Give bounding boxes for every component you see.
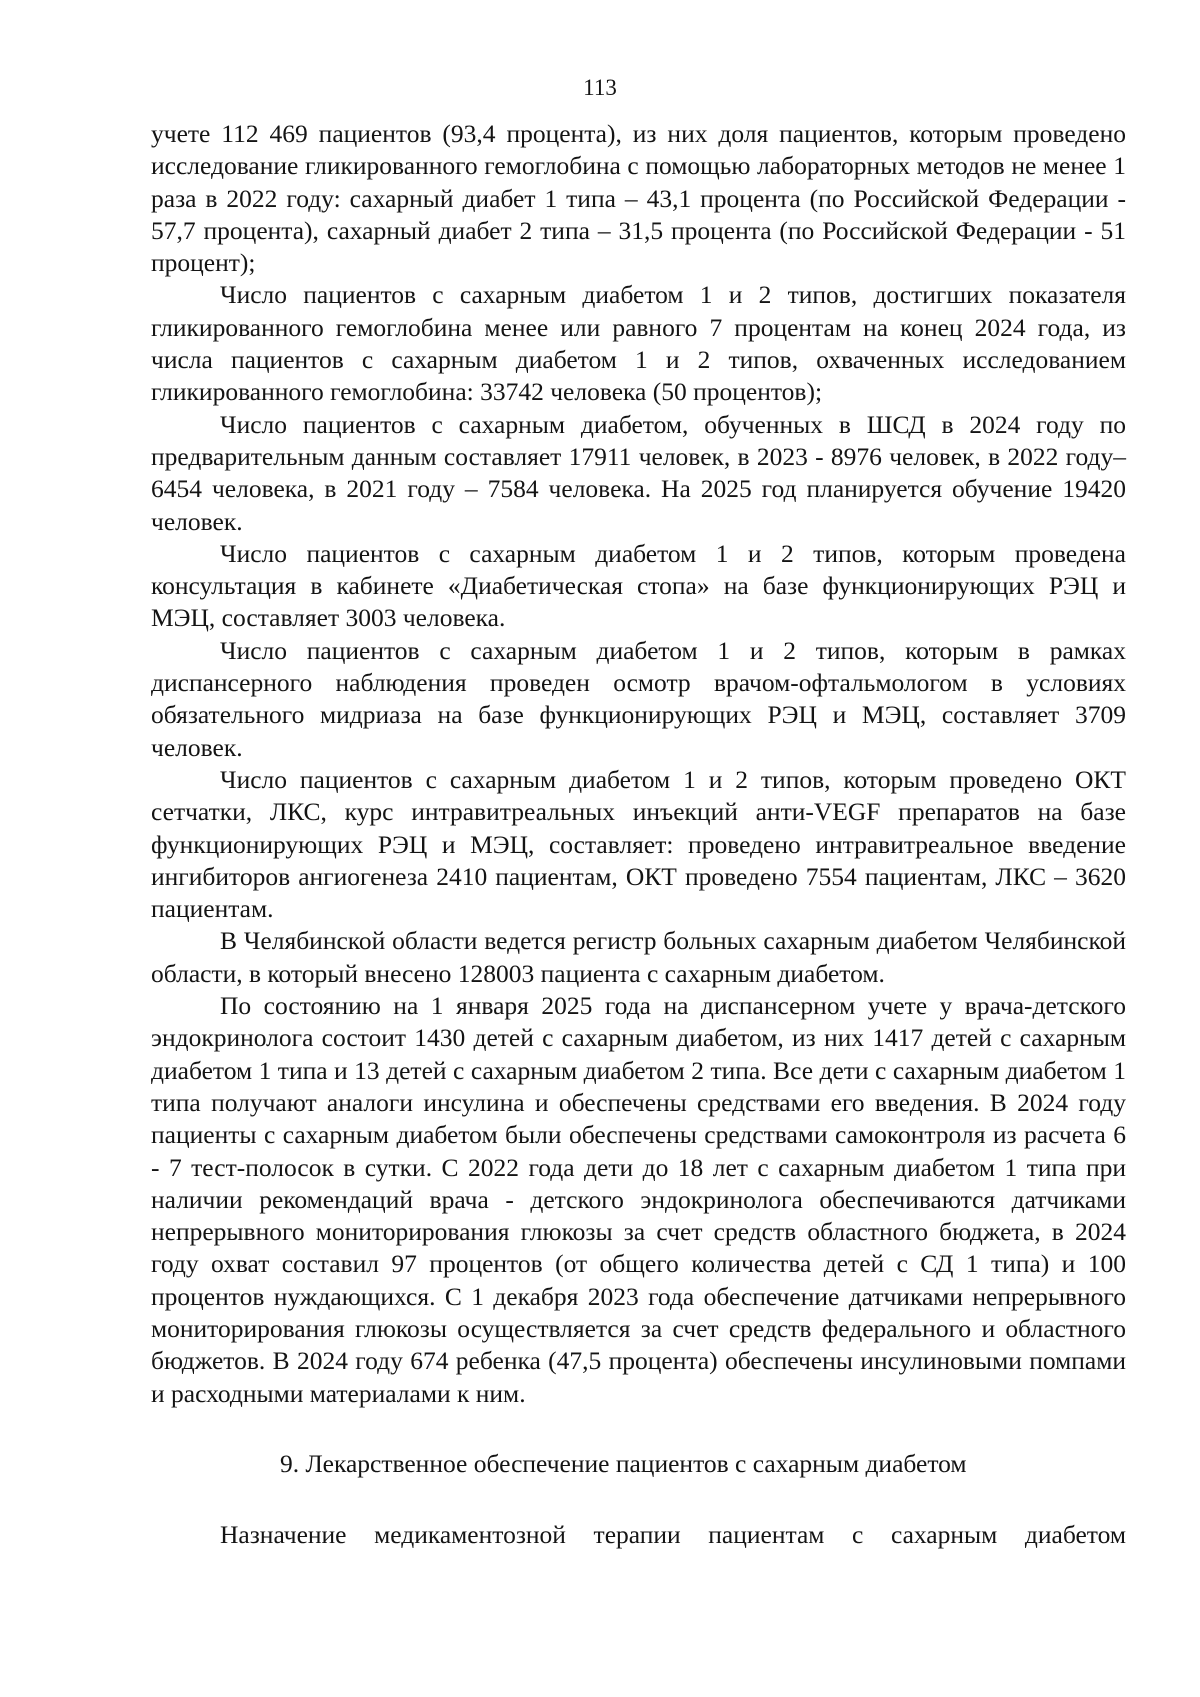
paragraph-section-start: Назначение медикаментозной терапии пациентам с сахарным диабетом — [220, 1520, 1126, 1550]
page-number: 113 — [583, 75, 617, 100]
paragraph-diabetes-school: Число пациентов с сахарным диабетом, обученных в ШСД в 2024 году по предварительным данным составляет 17911 человек, в 2023 - 8976 человек, в 2022 году– 6454 человека, в 2021 году – 7584 человека. На 2025 год планируется обучение 19420 человек. — [151, 409, 1126, 536]
paragraph-registry: В Челябинской области ведется регистр больных сахарным диабетом Челябинской области, в который внесено 128003 пациента с сахарным диабетом. — [151, 926, 1126, 988]
paragraph-ophthalmologist: Число пациентов с сахарным диабетом 1 и 2 типов, которым в рамках диспансерного наблюдения проведен осмотр врачом-офтальмологом в условиях обязательного мидриаза на базе функционирующих РЭЦ и МЭЦ, составляет 3709 человек. — [151, 635, 1126, 762]
document-body — [151, 118, 1126, 1551]
section-heading: 9. Лекарственное обеспечение пациентов с сахарным диабетом — [280, 1448, 967, 1478]
paragraph-oct-treatment: Число пациентов с сахарным диабетом 1 и 2 типов, которым проведено ОКТ сетчатки, ЛКС, курс интравитреальных инъекций анти-VEGF препаратов на базе функционирующих РЭЦ и МЭЦ, составляет: проведено интравитреальное введение ингибиторов ангиогенеза 2410 пациентам, ОКТ проведено 7554 пациентам, ЛКС – 3620 пациентам. — [151, 764, 1126, 924]
paragraph-diabetic-foot: Число пациентов с сахарным диабетом 1 и 2 типов, которым проведена консультация в кабинете «Диабетическая стопа» на базе функционирующих РЭЦ и МЭЦ, составляет 3003 человека. — [151, 538, 1126, 633]
paragraph-continuation: учете 112 469 пациентов (93,4 процента), из них доля пациентов, которым проведено исследование гликированного гемоглобина с помощью лабораторных методов не менее 1 раза в 2022 году: сахарный диабет 1 типа – 43,1 процента (по Российской Федерации - 57,7 процента), сахарный диабет 2 типа – 31,5 процента (по Российской Федерации - 51 процент); — [151, 119, 1126, 278]
paragraph-hba1c-target: Число пациентов с сахарным диабетом 1 и 2 типов, достигших показателя гликированного гемоглобина менее или равного 7 процентам на конец 2024 года, из числа пациентов с сахарным диабетом 1 и 2 типов, охваченных исследованием гликированного гемоглобина: 33742 человека (50 процентов); — [151, 280, 1126, 407]
paragraph-children: По состоянию на 1 января 2025 года на диспансерном учете у врача-детского эндокринолога состоит 1430 детей с сахарным диабетом, из них 1417 детей с сахарным диабетом 1 типа и 13 детей с сахарным диабетом 2 типа. Все дети с сахарным диабетом 1 типа получают аналоги инсулина и обеспечены средствами его введения. В 2024 году пациенты с сахарным диабетом были обеспечены средствами самоконтроля из расчета 6 - 7 тест-полосок в сутки. С 2022 года дети до 18 лет с сахарным диабетом 1 типа при наличии рекомендаций врача - детского эндокринолога обеспечиваются датчиками непрерывного мониторирования глюкозы за счет средств областного бюджета, в 2024 году охват составил 97 процентов (от общего количества детей с СД 1 типа) и 100 процентов нуждающихся. С 1 декабря 2023 года обеспечение датчиками непрерывного мониторирования глюкозы осуществляется за счет средств федерального и областного бюджетов. В 2024 году 674 ребенка (47,5 процента) обеспечены инсулиновыми помпами и расходными материалами к ним. — [151, 991, 1126, 1408]
